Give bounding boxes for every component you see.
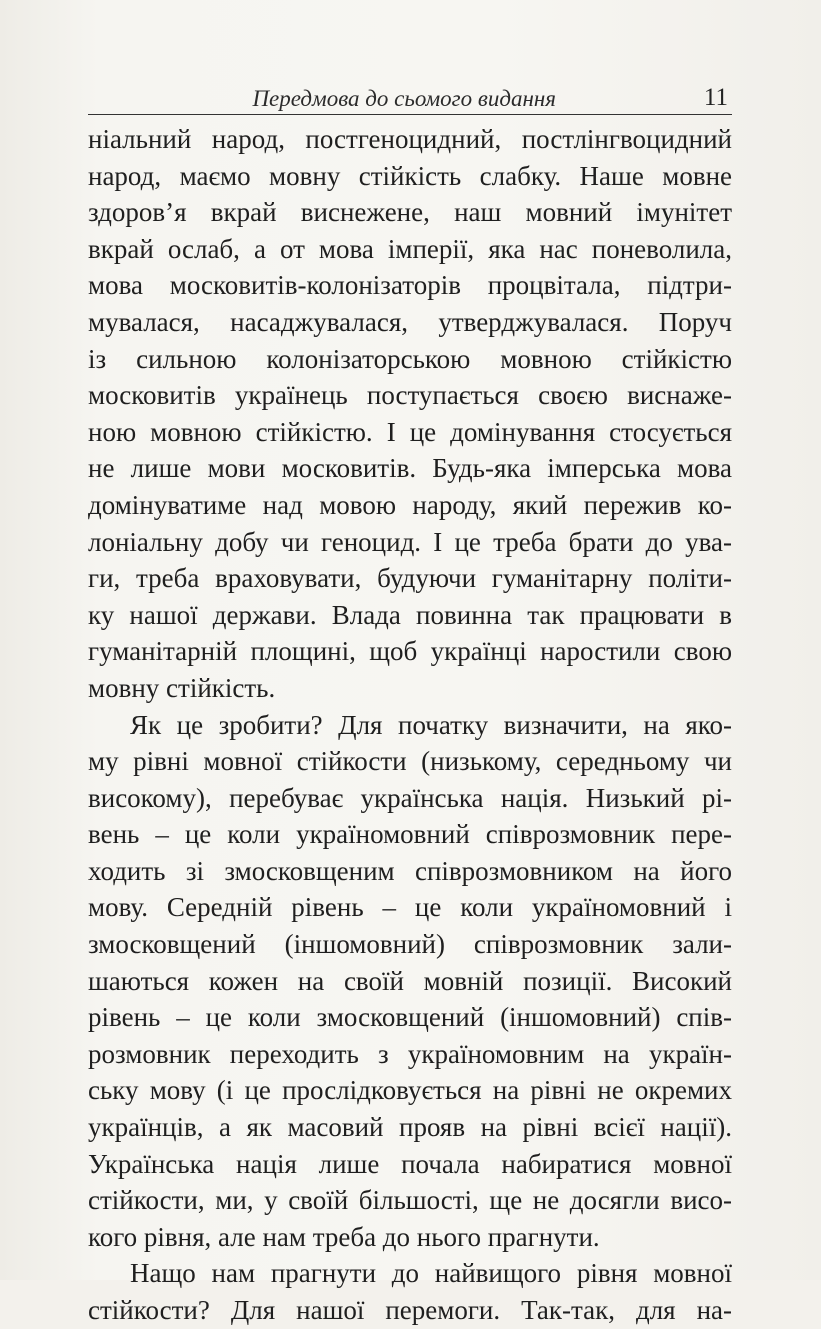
text-line: високому), перебуває українська нація. Низький рі- bbox=[88, 782, 732, 813]
text-line: розмовник переходить з україномовним на україн- bbox=[88, 1038, 732, 1069]
text-line: ську мову (і це прослідковується на рівні не окремих bbox=[88, 1075, 732, 1106]
text-line: стійкости? Для нашої перемоги. Так-так, для на- bbox=[88, 1295, 732, 1325]
text-line: кого рівня, але нам треба до нього прагнути. bbox=[88, 1221, 600, 1252]
text-line: Як це зробити? Для початку визначити, на яко- bbox=[130, 709, 732, 740]
text-line: народ, маємо мовну стійкість слабку. Наше мовне bbox=[88, 160, 732, 191]
text-line: мувалася, насаджувалася, утверджувалася. Поруч bbox=[88, 306, 732, 337]
body-text bbox=[88, 121, 732, 1329]
text-line: Нащо нам прагнути до найвищого рівня мовної bbox=[130, 1258, 732, 1289]
text-line: мова московитів-колонізаторів процвітала, підтри- bbox=[88, 270, 732, 301]
page-number: 11 bbox=[703, 84, 728, 111]
text-line: із сильною колонізаторською мовною стійкістю bbox=[88, 343, 732, 374]
text-line: Українська нація лише почала набиратися мовної bbox=[88, 1148, 732, 1179]
text-line: гуманітарній площині, щоб українці наростили свою bbox=[88, 636, 732, 667]
text-line: рівень – це коли змосковщений (іншомовний) спів- bbox=[88, 1002, 732, 1033]
text-line: московитів українець поступається своєю виснаже- bbox=[88, 380, 732, 411]
text-line: українців, а як масовий прояв на рівні всієї нації). bbox=[88, 1112, 732, 1143]
text-line: вень – це коли україномовний співрозмовник пере- bbox=[88, 819, 732, 850]
text-line: здоров’я вкрай виснежене, наш мовний імунітет bbox=[88, 197, 732, 228]
paragraph bbox=[88, 121, 732, 707]
text-line: му рівні мовної стійкости (низькому, середньому чи bbox=[88, 746, 732, 777]
text-line: домінуватиме над мовою народу, який пережив ко- bbox=[88, 489, 732, 520]
text-line: лоніальну добу чи геноцид. І це треба брати до ува- bbox=[88, 526, 732, 557]
text-line: не лише мови московитів. Будь-яка імперська мова bbox=[88, 453, 732, 484]
text-line: мову. Середній рівень – це коли україномовний і bbox=[88, 892, 732, 923]
text-line: змосковщений (іншомовний) співрозмовник зали- bbox=[88, 929, 732, 960]
text-line: вкрай ослаб, а от мова імперії, яка нас поневолила, bbox=[88, 233, 732, 264]
running-head: Передмова до сьомого видання bbox=[252, 86, 556, 111]
text-line: мовну стійкість. bbox=[88, 672, 276, 703]
page-header bbox=[88, 84, 732, 115]
text-line: ку нашої держави. Влада повинна так працювати в bbox=[88, 599, 732, 630]
text-line: ходить зі змосковщеним співрозмовником на його bbox=[88, 855, 732, 886]
text-line: ною мовною стійкістю. І це домінування стосується bbox=[88, 416, 732, 447]
paragraph bbox=[88, 1255, 732, 1328]
text-line: шаються кожен на своїй мовній позиції. Високий bbox=[88, 965, 732, 996]
text-line: стійкости, ми, у своїй більшості, ще не досягли висо- bbox=[88, 1185, 732, 1216]
text-line: ги, треба враховувати, будуючи гуманітарну політи- bbox=[88, 563, 732, 594]
text-line: ніальний народ, постгеноцидний, постлінгвоцидний bbox=[88, 124, 732, 154]
paragraph bbox=[88, 707, 732, 1256]
